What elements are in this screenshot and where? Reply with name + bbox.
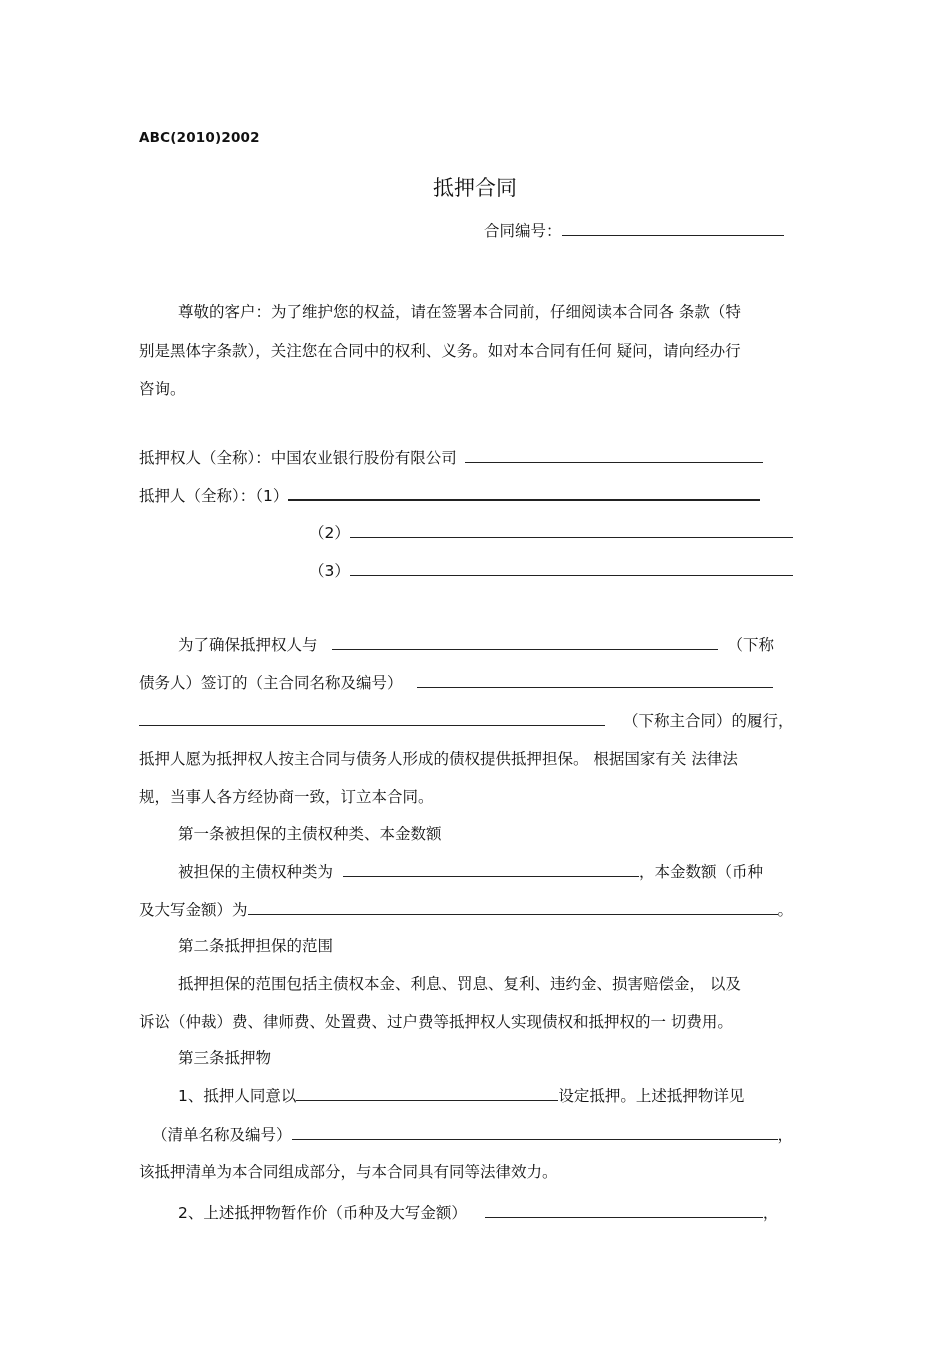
debt-type-blank[interactable] bbox=[343, 862, 639, 877]
mortgagor-2-blank[interactable] bbox=[350, 523, 793, 538]
article-3-line bbox=[178, 1203, 778, 1223]
debtor-blank[interactable] bbox=[332, 635, 718, 650]
article-1-text: ，本金数额（币种 bbox=[639, 863, 764, 881]
mortgagor-3-label: （3） bbox=[309, 562, 350, 580]
article-3-text: 设定抵押。上述抵押物详见 bbox=[558, 1087, 745, 1105]
preamble-line: 抵押人愿为抵押权人按主合同与债务人形成的债权提供抵押担保。 根据国家有关 法律法 bbox=[139, 750, 738, 768]
main-contract-blank-2[interactable] bbox=[139, 711, 605, 726]
article-3-line bbox=[152, 1125, 793, 1145]
contract-number-row bbox=[484, 221, 784, 241]
article-3-text: ， bbox=[762, 1204, 779, 1222]
mortgagor-row-3 bbox=[309, 561, 793, 581]
preamble-text: 为了确保抵押权人与 bbox=[178, 636, 318, 654]
intro-line: 别是黑体字条款），关注您在合同中的权利、义务。如对本合同有任何 疑问，请向经办行 bbox=[139, 342, 741, 360]
preamble-line bbox=[139, 673, 773, 693]
article-1-line bbox=[139, 900, 793, 920]
article-3-line bbox=[178, 1086, 744, 1106]
mortgagor-2-label: （2） bbox=[309, 524, 350, 542]
article-3-heading: 第三条抵押物 bbox=[178, 1049, 272, 1067]
principal-amount-blank[interactable] bbox=[248, 900, 778, 915]
collateral-blank[interactable] bbox=[296, 1086, 558, 1101]
preamble-line bbox=[178, 635, 774, 655]
intro-line: 咨询。 bbox=[139, 380, 186, 398]
article-2-heading: 第二条抵押担保的范围 bbox=[178, 937, 334, 955]
page-title: 抵押合同 bbox=[433, 176, 517, 200]
preamble-text: 债务人）签订的（主合同名称及编号） bbox=[139, 674, 403, 692]
intro-line: 尊敬的客户：为了维护您的权益，请在签署本合同前，仔细阅读本合同各 条款（特 bbox=[178, 303, 741, 321]
article-1-heading: 第一条被担保的主债权种类、本金数额 bbox=[178, 825, 442, 843]
main-contract-blank[interactable] bbox=[417, 673, 773, 688]
collateral-list-blank[interactable] bbox=[292, 1125, 778, 1140]
article-3-text: 1、抵押人同意以 bbox=[178, 1087, 297, 1105]
mortgagor-1-blank[interactable] bbox=[288, 485, 760, 501]
preamble-line bbox=[139, 711, 794, 731]
mortgagor-row-1 bbox=[139, 485, 760, 506]
article-1-line bbox=[178, 862, 763, 882]
mortgagee-label: 抵押权人（全称）：中国农业银行股份有限公司 bbox=[139, 449, 457, 467]
article-3-text: 2、上述抵押物暂作价（币种及大写金额） bbox=[178, 1204, 467, 1222]
contract-number-blank[interactable] bbox=[562, 221, 784, 236]
article-3-text: ， bbox=[777, 1126, 794, 1144]
preamble-text: （下称 bbox=[727, 636, 775, 654]
mortgagor-row-2 bbox=[309, 523, 793, 543]
mortgagor-3-blank[interactable] bbox=[350, 561, 793, 576]
article-1-text: 被担保的主债权种类为 bbox=[178, 863, 334, 881]
article-2-line: 诉讼（仲裁）费、律师费、处置费、过户费等抵押权人实现债权和抵押权的一 切费用。 bbox=[139, 1013, 733, 1031]
preamble-text: （下称主合同）的履行， bbox=[623, 712, 794, 730]
mortgagee-row bbox=[139, 448, 763, 468]
preamble-line: 规，当事人各方经协商一致，订立本合同。 bbox=[139, 788, 434, 806]
mortgagor-label: 抵押人（全称）：（1） bbox=[139, 487, 289, 505]
article-3-text: （清单名称及编号） bbox=[152, 1126, 292, 1144]
article-2-line: 抵押担保的范围包括主债权本金、利息、罚息、复利、违约金、损害赔偿金， 以及 bbox=[178, 975, 741, 993]
contract-number-label: 合同编号： bbox=[484, 222, 562, 240]
article-3-line: 该抵押清单为本合同组成部分，与本合同具有同等法律效力。 bbox=[139, 1163, 558, 1181]
mortgagee-blank[interactable] bbox=[465, 448, 763, 463]
article-1-text: 。 bbox=[777, 901, 794, 919]
valuation-blank[interactable] bbox=[485, 1203, 763, 1218]
document-code: ABC(2010)2002 bbox=[139, 130, 260, 146]
article-1-text: 及大写金额）为 bbox=[139, 901, 248, 919]
